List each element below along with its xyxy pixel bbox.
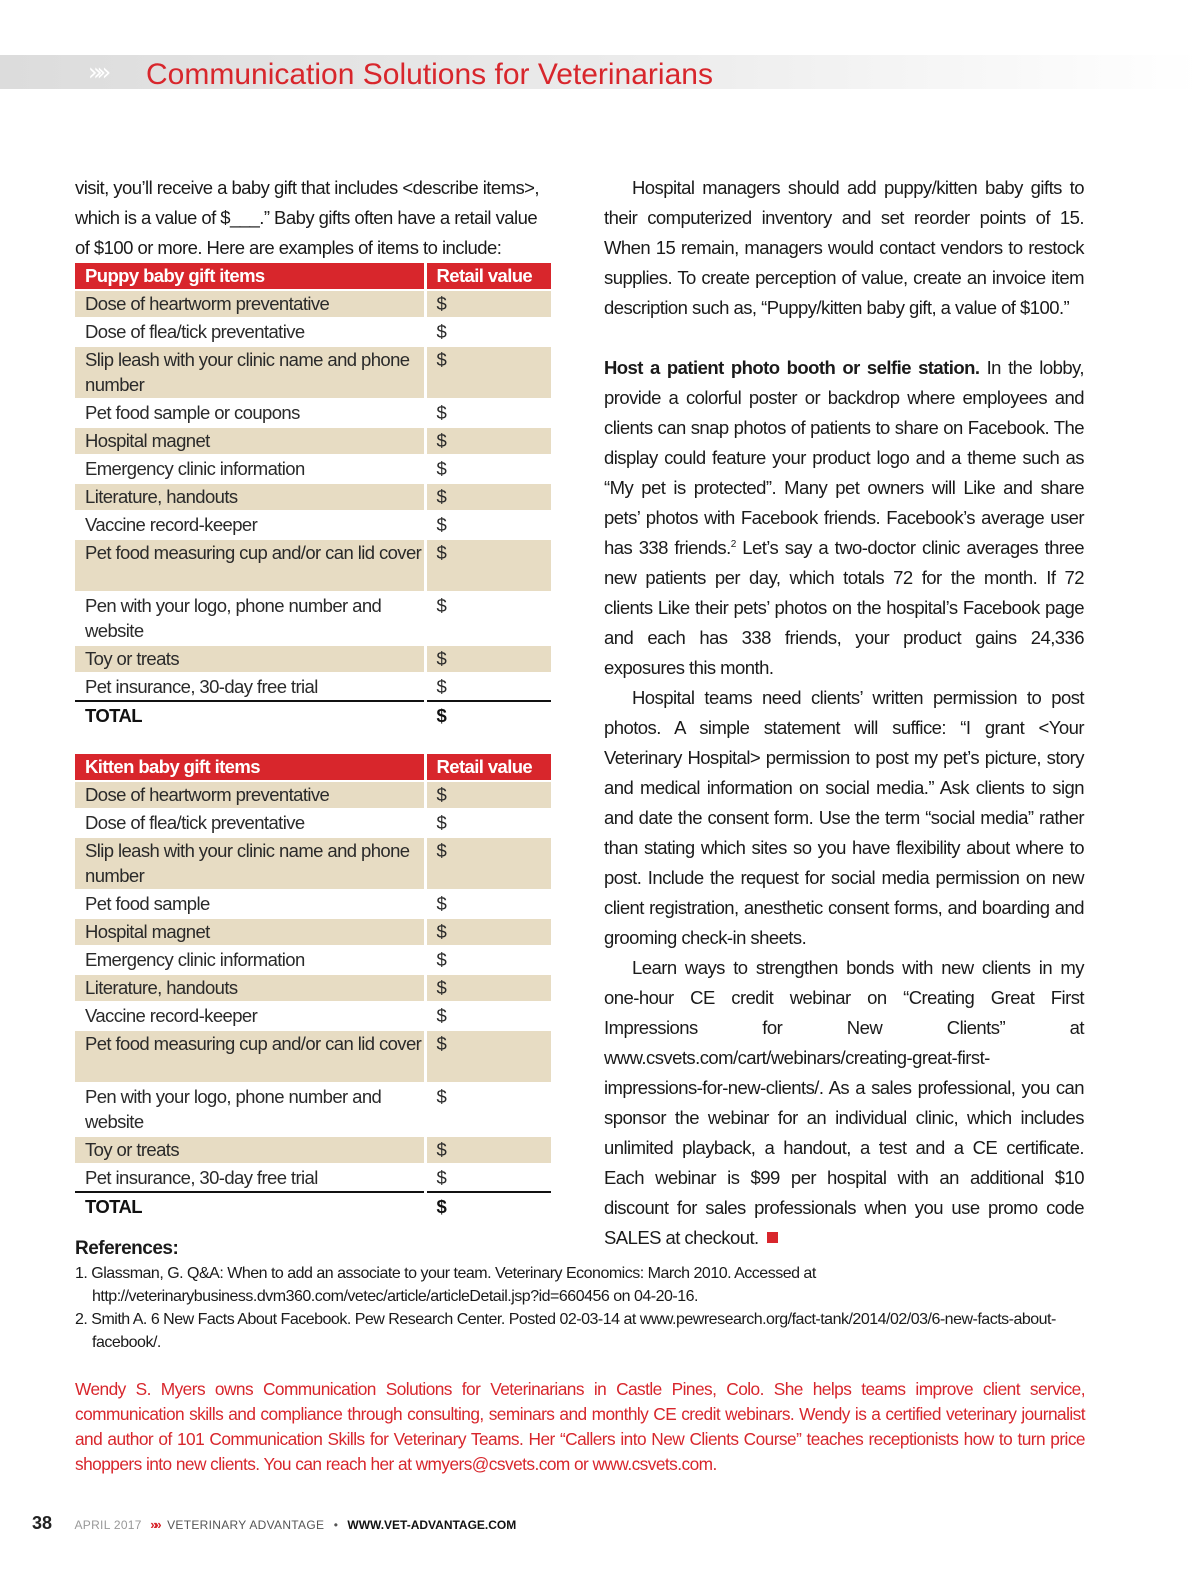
total-label: TOTAL — [75, 701, 425, 731]
item-cell: Dose of heartworm preventative — [75, 781, 425, 809]
author-bio: Wendy S. Myers owns Communication Solutions for Veterinarians in Castle Pines, Colo. She helps teams improve client service, communication skills and compliance through consulting, seminars and monthly CE credit webinars. Wendy is a certified veterinary journalist and author of 101 Communication Skills for Veterinary Teams. Her “Callers into New Clients Course” teaches receptionists how to turn price shoppers into new clients. You can reach her at wmyers@csvets.com or www.csvets.com. — [75, 1379, 1085, 1474]
value-cell: $ — [425, 290, 551, 318]
puppy-gift-table — [75, 263, 551, 732]
table-row — [75, 890, 551, 918]
magazine-website: WWW.VET-ADVANTAGE.COM — [347, 1518, 517, 1532]
webinar-text: Learn ways to strengthen bonds with new clients in my one-hour CE credit webinar on “Creating Great First Impressions for New Clients” at www.csvets.com/cart/webinars/creating-great-first-impressions-for-new-clients/. As a sales professional, you can sponsor the webinar for an individual clinic, which includes unlimited playback, a handout, a test and a CE certificate. Each webinar is $99 per hospital with an additional $10 discount for sales professionals when you use promo code SALES at checkout. — [604, 957, 1084, 1248]
item-cell: Hospital magnet — [75, 918, 425, 946]
item-cell: Vaccine record-keeper — [75, 511, 425, 539]
value-cell: $ — [425, 592, 551, 645]
value-cell: $ — [425, 918, 551, 946]
value-cell: $ — [425, 539, 551, 592]
references-list — [75, 1262, 1085, 1354]
item-cell: Emergency clinic information — [75, 946, 425, 974]
paragraph-webinar — [604, 953, 1084, 1253]
item-cell: Toy or treats — [75, 1136, 425, 1164]
value-cell: $ — [425, 399, 551, 427]
value-cell: $ — [425, 346, 551, 399]
table-row — [75, 1002, 551, 1030]
right-column — [604, 173, 1084, 1253]
item-cell: Toy or treats — [75, 645, 425, 673]
total-row — [75, 701, 551, 731]
table-row — [75, 455, 551, 483]
kitten-table-header-items: Kitten baby gift items — [75, 754, 425, 781]
kitten-gift-table — [75, 754, 551, 1223]
header-chevron-icon: »» — [88, 58, 106, 86]
paragraph-photo-booth — [604, 353, 1084, 683]
footer-separator: • — [333, 1518, 338, 1532]
issue-date: APRIL 2017 — [74, 1518, 142, 1532]
table-row — [75, 974, 551, 1002]
value-cell: $ — [425, 1083, 551, 1136]
value-cell: $ — [425, 645, 551, 673]
intro-paragraph: visit, you’ll receive a baby gift that includes <describe items>, which is a value of $___.” Baby gifts often have a retail value of $100 or more. Here are examples of items to include: — [75, 177, 539, 258]
value-cell: $ — [425, 1164, 551, 1192]
table-row — [75, 483, 551, 511]
footnote-marker: 2 — [730, 538, 736, 550]
table-row — [75, 1136, 551, 1164]
item-cell: Emergency clinic information — [75, 455, 425, 483]
kitten-table-header-value: Retail value — [425, 754, 551, 781]
value-cell: $ — [425, 781, 551, 809]
item-cell: Slip leash with your clinic name and phone number — [75, 837, 425, 890]
paragraph-inventory: Hospital managers should add puppy/kitten baby gifts to their computerized inventory and set reorder points of 15. When 15 remain, managers would contact vendors to restock supplies. To create perception of value, create an invoice item description such as, “Puppy/kitten baby gift, a value of $100.” — [604, 177, 1084, 318]
item-cell: Vaccine record-keeper — [75, 1002, 425, 1030]
table-row — [75, 781, 551, 809]
puppy-table-header-value: Retail value — [425, 263, 551, 290]
item-cell: Dose of flea/tick preventative — [75, 318, 425, 346]
item-cell: Hospital magnet — [75, 427, 425, 455]
item-cell: Pet food measuring cup and/or can lid cover — [75, 539, 425, 592]
value-cell: $ — [425, 483, 551, 511]
value-cell: $ — [425, 1136, 551, 1164]
item-cell: Literature, handouts — [75, 483, 425, 511]
references — [75, 1238, 1085, 1354]
value-cell: $ — [425, 1002, 551, 1030]
table-row — [75, 1164, 551, 1192]
subhead-photo-booth: Host a patient photo booth or selfie station. — [604, 357, 980, 378]
item-cell: Literature, handouts — [75, 974, 425, 1002]
table-row — [75, 346, 551, 399]
table-row — [75, 645, 551, 673]
item-cell: Pen with your logo, phone number and website — [75, 1083, 425, 1136]
total-label: TOTAL — [75, 1192, 425, 1222]
photo-booth-text-b: Let’s say a two-doctor clinic averages three new patients per day, which totals 72 for the month. If 72 clients Like their pets’ photos on the hospital’s Facebook page and each has 338 friends, your product gains 24,336 exposures this month. — [604, 537, 1085, 678]
item-cell: Dose of flea/tick preventative — [75, 809, 425, 837]
value-cell: $ — [425, 511, 551, 539]
item-cell: Slip leash with your clinic name and phone number — [75, 346, 425, 399]
table-row — [75, 427, 551, 455]
value-cell: $ — [425, 837, 551, 890]
value-cell: $ — [425, 809, 551, 837]
puppy-table-header-items: Puppy baby gift items — [75, 263, 425, 290]
table-row — [75, 1030, 551, 1083]
references-heading: References: — [75, 1238, 179, 1259]
item-cell: Pet food sample — [75, 890, 425, 918]
page-number: 38 — [32, 1513, 53, 1533]
table-row — [75, 837, 551, 890]
table-row — [75, 592, 551, 645]
item-cell: Pet insurance, 30-day free trial — [75, 673, 425, 701]
total-row — [75, 1192, 551, 1222]
table-row — [75, 399, 551, 427]
value-cell: $ — [425, 427, 551, 455]
paragraph-permission: Hospital teams need clients’ written permission to post photos. A simple statement will suffice: “I grant <Your Veterinary Hospital> permission to post my pet’s picture, story and medical information on social media.” Ask clients to sign and date the consent form. Use the term “social media” rather than stating which sites so you have flexibility about where to post. Include the request for social media permission on new client registration, anesthetic consent forms, and boarding and grooming check-in sheets. — [604, 687, 1084, 948]
page-footer — [32, 1513, 1132, 1534]
value-cell: $ — [425, 946, 551, 974]
table-row — [75, 290, 551, 318]
table-row — [75, 318, 551, 346]
table-row — [75, 511, 551, 539]
page-title: Communication Solutions for Veterinarians — [146, 58, 713, 91]
reference-item: 1. Glassman, G. Q&A: When to add an associate to your team. Veterinary Economics: March 2010. Accessed at http://veterinarybusiness.dvm360.com/vetec/article/articleDetail.jsp?id=660456 on 04-20-16. — [75, 1265, 816, 1305]
value-cell: $ — [425, 673, 551, 701]
value-cell: $ — [425, 1030, 551, 1083]
value-cell: $ — [425, 890, 551, 918]
item-cell: Pet food measuring cup and/or can lid cover — [75, 1030, 425, 1083]
total-value: $ — [425, 701, 551, 731]
table-row — [75, 1083, 551, 1136]
table-row — [75, 918, 551, 946]
value-cell: $ — [425, 318, 551, 346]
item-cell: Pen with your logo, phone number and website — [75, 592, 425, 645]
total-value: $ — [425, 1192, 551, 1222]
item-cell: Pet food sample or coupons — [75, 399, 425, 427]
table-row — [75, 946, 551, 974]
footer-chevron-icon: »» — [150, 1517, 159, 1532]
magazine-name: VETERINARY ADVANTAGE — [167, 1518, 325, 1532]
reference-item: 2. Smith A. 6 New Facts About Facebook. Pew Research Center. Posted 02-03-14 at www.pewresearch.org/fact-tank/2014/02/03/6-new-facts-about-facebook/. — [75, 1311, 1056, 1351]
item-cell: Dose of heartworm preventative — [75, 290, 425, 318]
left-column — [75, 173, 553, 1223]
table-row — [75, 809, 551, 837]
value-cell: $ — [425, 974, 551, 1002]
photo-booth-text-a: In the lobby, provide a colorful poster or backdrop where employees and clients can snap photos of patients to share on Facebook. The display could feature your product logo and a theme such as “My pet is protected”. Many pet owners will Like and share pets’ photos with Facebook friends. Facebook’s average user has 338 friends. — [604, 357, 1084, 558]
value-cell: $ — [425, 455, 551, 483]
table-row — [75, 539, 551, 592]
table-row — [75, 673, 551, 701]
item-cell: Pet insurance, 30-day free trial — [75, 1164, 425, 1192]
